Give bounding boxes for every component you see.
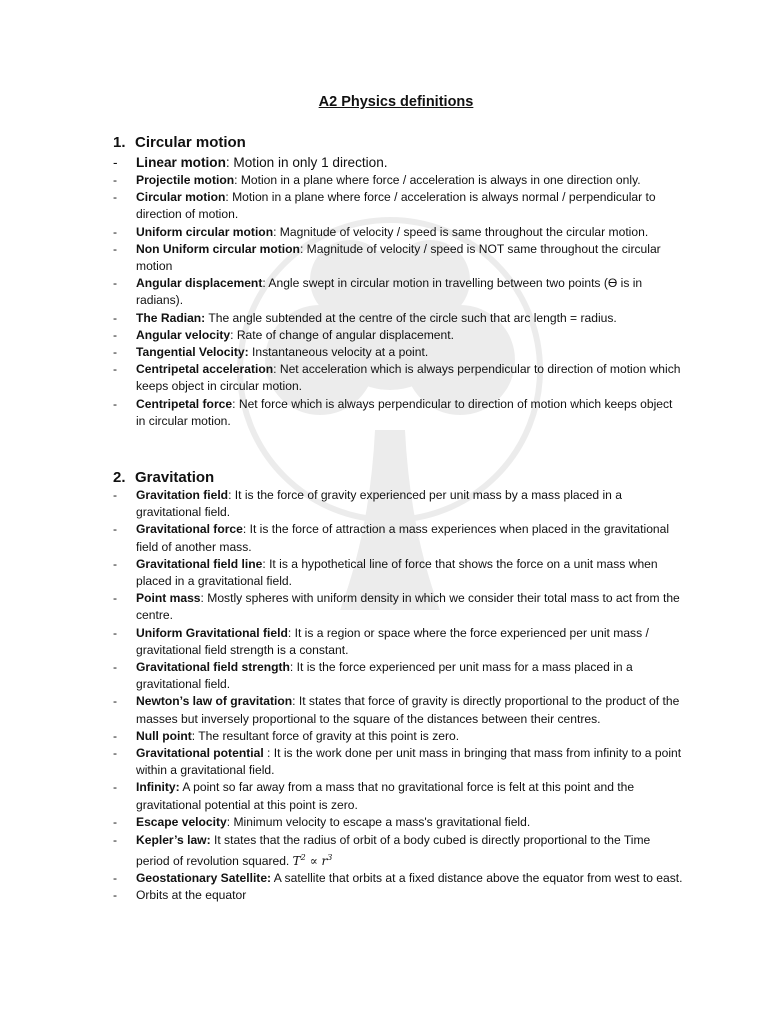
- section-number: 1.: [113, 134, 126, 151]
- list-marker: -: [113, 362, 118, 377]
- term: Gravitational potential: [136, 746, 264, 761]
- list-item: [113, 487, 683, 521]
- definition: Orbits at the equator: [136, 888, 247, 903]
- list-marker: -: [113, 396, 118, 411]
- term: Centripetal acceleration: [136, 362, 274, 377]
- definition: : Magnitude of velocity / speed is same throughout the circular motion.: [273, 224, 649, 239]
- list-item: [113, 361, 683, 395]
- term: Tangential Velocity:: [136, 345, 249, 360]
- list-marker: -: [113, 694, 118, 709]
- section-title: Gravitation: [135, 469, 215, 486]
- definition: The angle subtended at the centre of the circle such that arc length = radius.: [205, 310, 617, 325]
- list-item: [113, 327, 683, 344]
- section-heading-gravitation: [113, 469, 214, 486]
- list-item: [113, 396, 683, 430]
- list-item: [113, 172, 683, 189]
- proportional-symbol: ∝: [305, 854, 322, 869]
- definition: A satellite that orbits at a fixed distance above the equator from west to east.: [271, 871, 683, 886]
- definition: : It is the force of attraction a mass experiences when placed in the gravitational field of another mass.: [136, 522, 670, 554]
- list-marker: -: [113, 241, 118, 256]
- list-marker: -: [113, 814, 118, 829]
- list-marker: -: [113, 327, 118, 342]
- document-title: A2 Physics definitions: [318, 94, 474, 110]
- list-marker: -: [113, 660, 118, 675]
- list-item: [113, 745, 683, 779]
- list-item: [113, 590, 683, 624]
- list-marker: -: [113, 224, 118, 239]
- definition: : Net acceleration which is always perpendicular to direction of motion which keeps object in circular motion.: [136, 362, 681, 394]
- section-heading-circular-motion: [113, 134, 246, 151]
- list-item: [113, 310, 683, 327]
- list-marker: -: [113, 780, 118, 795]
- list-item: [113, 241, 683, 275]
- formula-r: r: [321, 854, 328, 869]
- list-item: [113, 275, 683, 309]
- definition: : Motion in only 1 direction.: [225, 155, 388, 170]
- list-marker: -: [113, 556, 118, 571]
- list-item: [113, 556, 683, 590]
- list-marker: -: [113, 276, 118, 291]
- term: Null point: [136, 728, 192, 743]
- list-item: [113, 870, 683, 887]
- definition: : Rate of change of angular displacement.: [230, 327, 454, 342]
- definition: Instantaneous velocity at a point.: [248, 345, 429, 360]
- term: The Radian:: [136, 310, 206, 325]
- list-item: [113, 728, 683, 745]
- formula-exponent: 2: [300, 853, 306, 863]
- term: Geostationary Satellite:: [136, 871, 272, 886]
- kepler-formula: [293, 854, 333, 868]
- term: Gravitational field strength: [136, 660, 290, 675]
- list-marker: -: [113, 746, 118, 761]
- definition: : Minimum velocity to escape a mass's gravitational field.: [226, 814, 531, 829]
- list-marker: -: [113, 310, 118, 325]
- gravitation-definitions-list: [113, 487, 683, 904]
- definition: : Motion in a plane where force / acceleration is always in one direction only.: [234, 173, 641, 187]
- list-marker: -: [113, 155, 118, 170]
- definition: : The resultant force of gravity at this point is zero.: [191, 728, 460, 743]
- list-marker: -: [113, 173, 118, 187]
- list-marker: -: [113, 522, 118, 537]
- term: Infinity:: [136, 780, 180, 795]
- definition: : Motion in a plane where force / acceleration is always normal / perpendicular to direction of motion.: [136, 190, 656, 222]
- list-item: [113, 344, 683, 361]
- term: Point mass: [136, 591, 201, 606]
- list-item: [113, 153, 683, 172]
- term: Uniform circular motion: [136, 224, 274, 239]
- term: Escape velocity: [136, 814, 227, 829]
- term: Centripetal force: [136, 396, 233, 411]
- definition: : It is the work done per unit mass in bringing that mass from infinity to a point within a gravitational field.: [136, 746, 682, 778]
- list-marker: -: [113, 345, 118, 360]
- definition: : It is the force of gravity experienced per unit mass by a mass placed in a gravitational field.: [136, 488, 622, 520]
- term: Angular velocity: [136, 327, 231, 342]
- list-item: [113, 814, 683, 831]
- list-marker: -: [113, 591, 118, 606]
- list-item: [113, 831, 683, 870]
- definition: It states that the radius of orbit of a body cubed is directly proportional to the Time period of revolution squared.: [136, 833, 651, 869]
- definition: : Mostly spheres with uniform density in which we consider their total mass to act from the centre.: [136, 591, 680, 623]
- list-marker: -: [113, 190, 118, 205]
- list-marker: -: [113, 833, 118, 848]
- definition: : It is a region or space where the force experienced per unit mass / gravitational field strength is a constant.: [136, 625, 649, 657]
- section-number: 2.: [113, 469, 126, 486]
- list-item: [113, 625, 683, 659]
- definition: A point so far away from a mass that no gravitational force is felt at this point and the gravitational potential at this point is zero.: [136, 780, 635, 812]
- term: Gravitational force: [136, 522, 243, 537]
- definition: : It is the force experienced per unit mass for a mass placed in a gravitational field.: [136, 660, 633, 692]
- definition: : Net force which is always perpendicular to direction of motion which keeps object in circular motion.: [136, 396, 673, 428]
- term: Newton’s law of gravitation: [136, 694, 293, 709]
- list-item: [113, 693, 683, 727]
- list-item: [113, 659, 683, 693]
- list-marker: -: [113, 871, 118, 886]
- formula-exponent: 3: [327, 853, 333, 863]
- term: Gravitational field line: [136, 556, 263, 571]
- definition: : Angle swept in circular motion in travelling between two points (ϴ is in radians).: [136, 276, 643, 308]
- list-item: [113, 887, 683, 904]
- list-marker: -: [113, 888, 118, 903]
- term: Kepler’s law:: [136, 833, 211, 848]
- list-marker: -: [113, 488, 118, 502]
- term: Angular displacement: [136, 276, 263, 291]
- definition: : It is a hypothetical line of force that shows the force on a unit mass when placed in a gravitational field.: [136, 556, 658, 589]
- list-item: [113, 189, 683, 223]
- definition: : It states that force of gravity is directly proportional to the product of the masses but inversely proportional to the square of the distances between their centres.: [136, 694, 680, 726]
- definition: : Magnitude of velocity / speed is NOT same throughout the circular motion: [136, 241, 661, 274]
- list-item: [113, 521, 683, 555]
- term: Uniform Gravitational field: [136, 625, 288, 640]
- term: Non Uniform circular motion: [136, 241, 300, 256]
- term: Projectile motion: [136, 173, 235, 187]
- term: Circular motion: [136, 190, 226, 205]
- term: Linear motion: [136, 155, 226, 170]
- circular-motion-definitions-list: [113, 153, 683, 430]
- list-item: [113, 779, 683, 813]
- list-marker: -: [113, 625, 118, 640]
- term: Gravitation field: [136, 488, 229, 502]
- section-title: Circular motion: [135, 134, 246, 151]
- formula-t: T: [292, 854, 301, 869]
- list-item: [113, 224, 683, 241]
- list-marker: -: [113, 728, 118, 743]
